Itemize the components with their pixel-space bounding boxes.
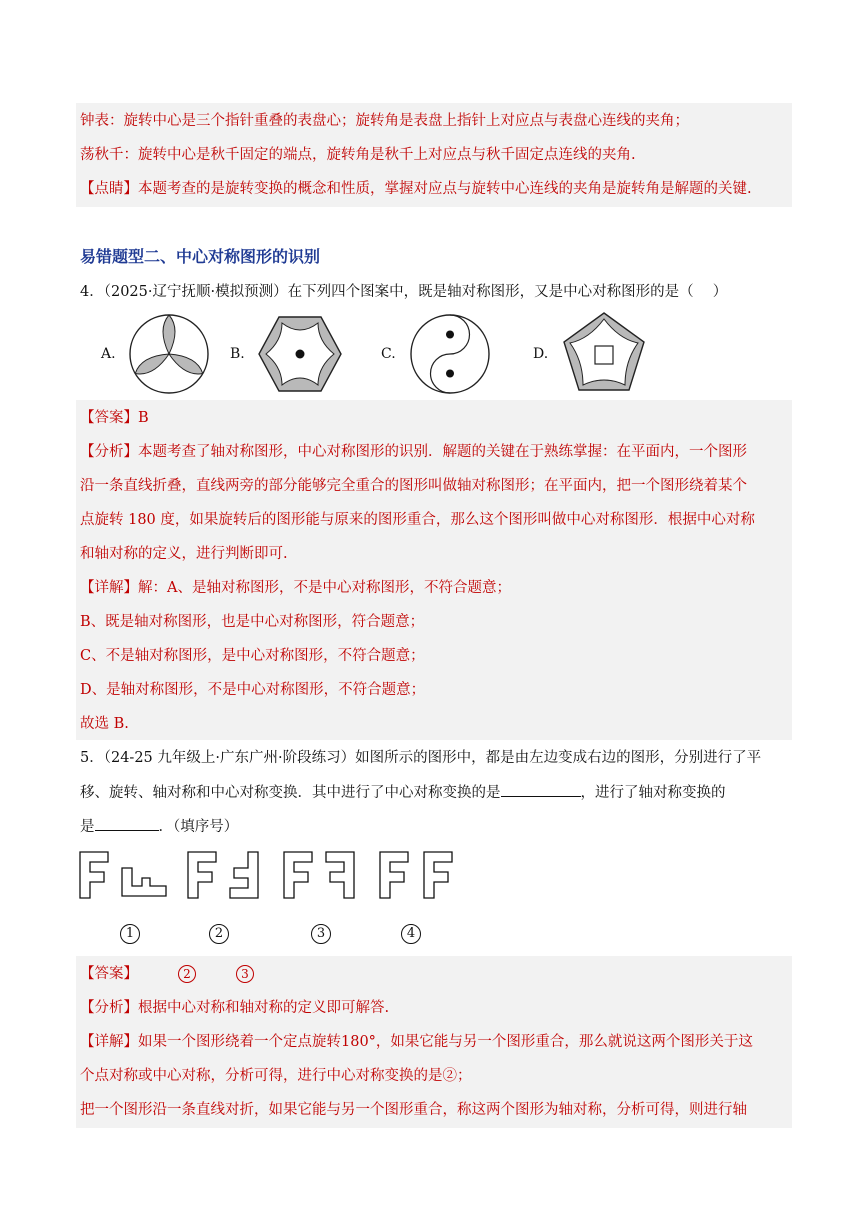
option-c-label: C. [381,346,396,362]
answer-line [80,964,792,984]
analysis-line: 点旋转 180 度，如果旋转后的图形能与原来的图形重合，那么这个图形叫做中心对称图形．根据中心对称 [80,512,755,528]
figure-label-3: 3 [311,924,331,944]
detail-line: 个点对称或中心对称，分析可得，进行中心对称变换的是②； [80,1068,472,1084]
detail-line: 故选 B. [80,716,129,732]
option-d-label: D. [533,346,549,362]
transform-figures [78,850,458,910]
option-a-figure [128,313,210,395]
analysis-line: 和轴对称的定义，进行判断即可. [80,546,288,562]
stem-text: 是 [80,819,95,835]
stem-text: ，进行了轴对称变换的 [580,785,726,801]
solution-line: 荡秋千：旋转中心是秋千固定的端点，旋转角是秋千上对应点与秋千固定点连线的夹角. [80,147,636,163]
answer-blank-1 [501,782,581,797]
section-title: 易错题型二、中心对称图形的识别 [80,247,321,266]
option-d-figure [561,311,647,393]
question-5-stem-2 [80,782,792,803]
detail-line: D、是轴对称图形，不是中心对称图形，不符合题意； [80,682,426,698]
answer-value-2: 3 [236,965,254,983]
letter-f-mirrored [326,852,354,898]
answer-line: 【答案】B [80,410,149,426]
option-b-figure [258,315,342,393]
detail-line: 【详解】如果一个图形绕着一个定点旋转180°，如果它能与另一个图形重合，那么就说这两个图形关于这 [80,1034,753,1050]
question-4-stem: 4．（2025·辽宁抚顺·模拟预测）在下列四个图案中，既是轴对称图形，又是中心对称图形的是（ ） [80,284,728,300]
detail-line: B、既是轴对称图形，也是中心对称图形，符合题意； [80,614,425,630]
analysis-line: 【分析】根据中心对称和轴对称的定义即可解答. [80,1000,390,1016]
letter-f-outline [380,852,408,898]
option-b-label: B. [230,346,245,362]
option-a-label: A. [101,346,116,362]
answer-blank-2 [95,816,159,831]
answer-label: 【答案】 [80,966,138,982]
detail-line: C、不是轴对称图形，是中心对称图形，不符合题意； [80,648,425,664]
option-c-figure [409,313,491,395]
answer-value-1: 2 [178,965,196,983]
letter-f-rotated [230,852,258,898]
solution-line: 钟表：旋转中心是三个指针重叠的表盘心；旋转角是表盘上指针上对应点与表盘心连线的夹角； [80,113,689,129]
detail-line: 【详解】解：A、是轴对称图形，不是中心对称图形，不符合题意； [80,580,511,596]
letter-f-outline [284,852,312,898]
analysis-line: 沿一条直线折叠，直线两旁的部分能够完全重合的图形叫做轴对称图形；在平面内，把一个图形绕着某个 [80,478,747,494]
letter-f-outline [80,852,108,898]
stem-text: ．（填序号） [158,819,239,835]
detail-line: 把一个图形沿一条直线对折，如果它能与另一个图形重合，称这两个图形为轴对称，分析可得，则进行轴 [80,1102,747,1118]
question-5-stem: 5．（24-25 九年级上·广东广州·阶段练习）如图所示的图形中，都是由左边变成右边的图形，分别进行了平 [80,750,762,766]
analysis-line: 【分析】本题考查了轴对称图形，中心对称图形的识别．解题的关键在于熟练掌握：在平面内，一个图形 [80,444,747,460]
question-5-stem-3 [80,816,792,837]
letter-f-outline [188,852,216,898]
figure-label-4: 4 [401,924,421,944]
letter-f-translated [122,868,166,896]
figure-label-1: 1 [120,924,140,944]
figure-label-2: 2 [209,924,229,944]
stem-text: 移、旋转、轴对称和中心对称变换．其中进行了中心对称变换的是 [80,785,501,801]
tip-line: 【点睛】本题考查的是旋转变换的概念和性质，掌握对应点与旋转中心连线的夹角是旋转角是解题的关键. [80,181,752,197]
letter-f-shifted [424,852,452,898]
